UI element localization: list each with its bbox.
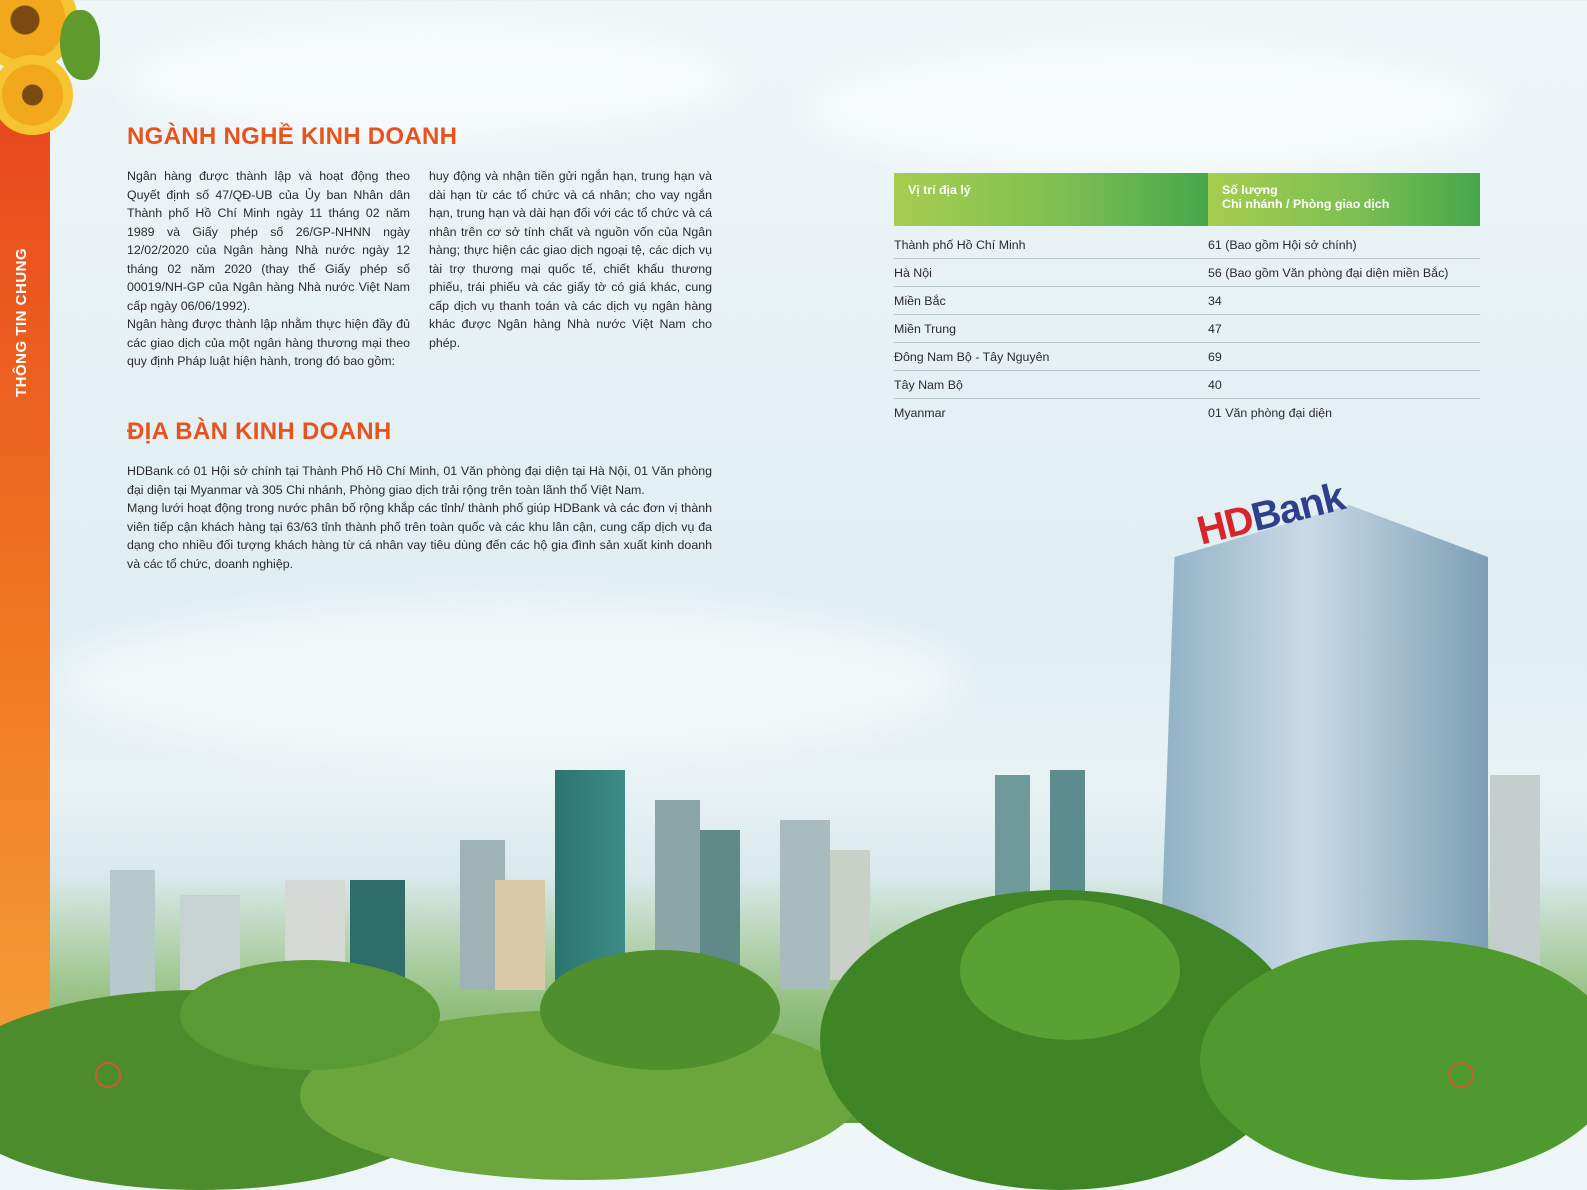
tree-canopy [1200,940,1587,1180]
table-row [894,371,1480,399]
tree-canopy [540,950,780,1070]
leaf-decoration [60,10,100,80]
table-row [894,315,1480,343]
cell-location: Hà Nội [894,259,1208,287]
cell-count: 01 Văn phòng đại diện [1208,406,1333,420]
table-row [894,343,1480,371]
branch-network-table [894,173,1480,426]
footer-logo-icon [95,1062,121,1088]
cloud [120,20,740,140]
tree-canopy [960,900,1180,1040]
cell-count: 47 [1208,315,1480,343]
header-count [1208,173,1480,226]
cell-location: Đông Nam Bộ - Tây Nguyên [894,343,1208,371]
sign-bank: Bank [1246,474,1349,540]
paragraph: Ngân hàng được thành lập và hoạt động theo Quyết định số 47/QĐ-UB của Ủy ban Nhân dân Thành phố Hồ Chí Minh ngày 11 tháng 02 năm 1989 và Giấy phép số 26/GP-NHNN ngày 12/02/2020 của Ngân hàng Nhà nước ngày 12 tháng 02 năm 2020 (thay thế Giấy phép số 00019/NH-GP của Ngân hàng Nhà nước Việt Nam cấp ngày 06/06/1992). [127,169,410,313]
cell-count: 56 (Bao gồm Văn phòng đại diện miền Bắc) [1208,259,1480,287]
cell-count: 61 (Bao gồm Hội sở chính) [1208,226,1480,259]
business-lines-column-1 [127,167,410,371]
business-area-text [127,462,712,573]
cell-location: Myanmar [894,406,946,420]
business-lines-title: NGÀNH NGHỀ KINH DOANH [127,123,458,150]
cell-location: Miền Bắc [894,287,1208,315]
paragraph: Ngân hàng được thành lập nhằm thực hiện đầy đủ các giao dịch của một ngân hàng thương mại theo quy định Pháp luật hiện hành, trong đó bao gồm: [127,317,410,368]
building [780,820,830,990]
table-row [894,226,1480,259]
footer-logo-icon [1448,1062,1474,1088]
table-header-row [894,173,1480,226]
table-row [894,287,1480,315]
flower-decoration [0,55,75,135]
cell-location: Miền Trung [894,315,1208,343]
paragraph: HDBank có 01 Hội sở chính tại Thành Phố Hồ Chí Minh, 01 Văn phòng đại diện tại Hà Nội, 01 Văn phòng đại diện tại Myanmar và 305 Chi nhánh, Phòng giao dịch trải rộng trên toàn lãnh thổ Việt Nam. [127,464,712,497]
table-row [894,399,1480,427]
paragraph: Mạng lưới hoạt động trong nước phân bố rộng khắp các tỉnh/ thành phố giúp HDBank và các đơn vị thành viên tiếp cận khách hàng tại 63/63 tỉnh thành phố trên toàn quốc và các khu lân cận, cung cấp dịch vụ đa dạng cho nhiều đối tượng khách hàng từ cá nhân vay tiêu dùng đến các hộ gia đình sản xuất kinh doanh và các tổ chức, doanh nghiệp. [127,501,712,571]
building [110,870,155,1000]
section-label: THÔNG TIN CHUNG [13,247,30,397]
table-row [894,259,1480,287]
section-sidebar [0,105,50,1123]
header-location: Vị trí địa lý [894,173,1208,226]
business-lines-column-2 [429,167,712,352]
business-area-title: ĐỊA BÀN KINH DOANH [127,418,392,445]
cloud [60,600,960,760]
cloud [800,40,1500,180]
tree-canopy [180,960,440,1070]
paragraph: huy động và nhận tiền gửi ngắn hạn, trung hạn và dài hạn từ các tổ chức và cá nhân; cho vay ngắn hạn, trung hạn và dài hạn đối với các tổ chức và cá nhân trên cơ sở tính chất và nguồn vốn của Ngân hàng; thực hiện các giao dịch ngoại tệ, các dịch vụ tài trợ thương mại quốc tế, chiết khấu thương phiếu, trái phiếu và các giấy tờ có giá khác, cung cấp dịch vụ thanh toán và các dịch vụ ngân hàng khác được Ngân hàng Nhà nước Việt Nam cho phép. [429,169,712,350]
header-count-line-2: Chi nhánh / Phòng giao dịch [1222,197,1390,211]
building [1490,775,1540,975]
cell-count: 40 [1208,371,1480,399]
cell-count: 69 [1208,343,1480,371]
cell-count: 34 [1208,287,1480,315]
building [495,880,545,990]
header-count-line-1: Số lượng [1222,183,1278,197]
cell-location: Thành phố Hồ Chí Minh [894,226,1208,259]
sign-hd: HD [1192,497,1258,554]
cell-location: Tây Nam Bộ [894,371,1208,399]
